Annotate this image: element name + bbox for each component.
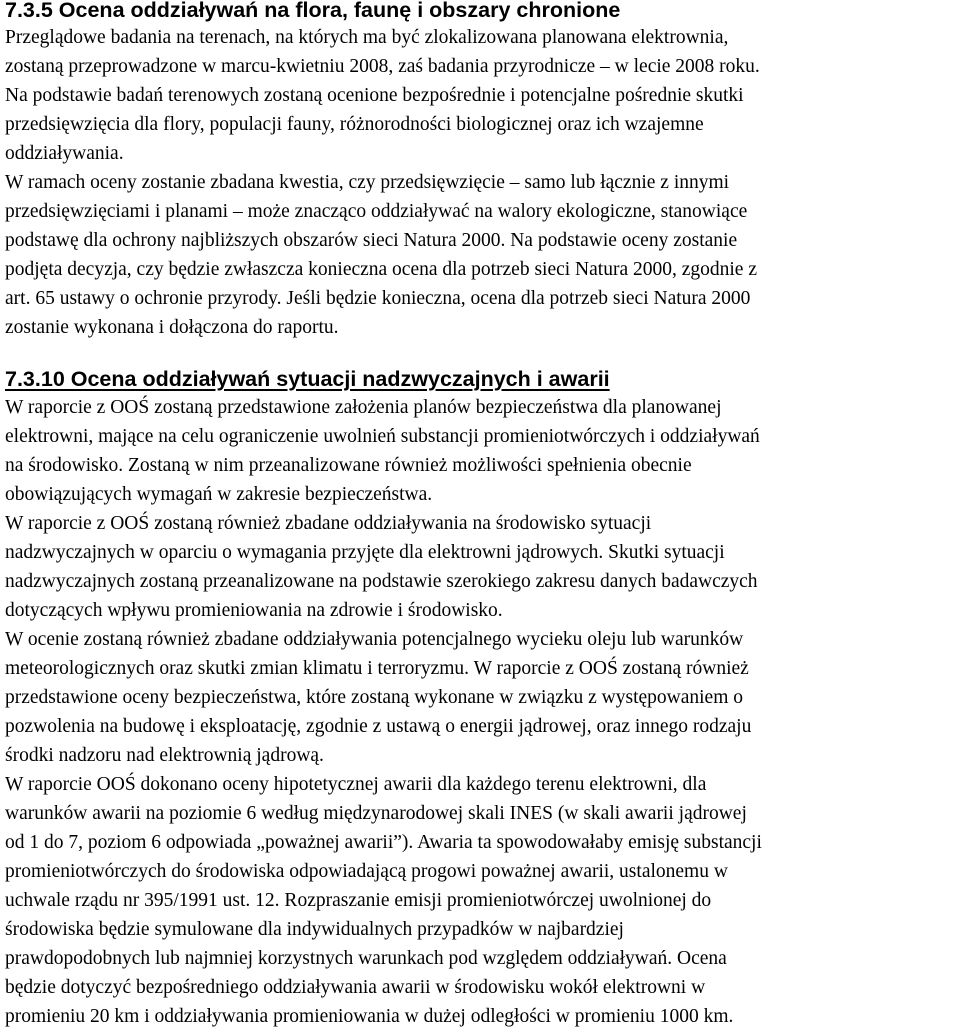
paragraph: W raporcie z OOŚ zostaną również zbadane oddziaływania na środowisko sytuacji nadzwyczajnych w oparciu o wymagania przyjęte dla elektrowni jądrowych. Skutki sytuacji nadzwyczajnych zostaną przeanalizowane na podstawie szerokiego zakresu danych badawczych dotyczących wpływu promieniowania na zdrowie i środowisko. xyxy=(5,513,758,621)
paragraph: W raporcie z OOŚ zostaną przedstawione założenia planów bezpieczeństwa dla planowanej elektrowni, mające na celu ograniczenie uwolnień substancji promieniotwórczych i oddziaływań na środowisko. Zostaną w nim przeanalizowane również możliwości spełnienia obecnie obowiązujących wymagań w zakresie bezpieczeństwa. xyxy=(5,397,760,505)
section-heading-flora-fauna: 7.3.5 Ocena oddziaływań na flora, faunę i obszary chronione xyxy=(5,0,621,22)
paragraph: W ocenie zostaną również zbadane oddziaływania potencjalnego wycieku oleju lub warunków meteorologicznych oraz skutki zmian klimatu i terroryzmu. W raporcie z OOŚ zostaną również przedstawione oceny bezpieczeństwa, które zostaną wykonane w związku z występowaniem o pozwolenia na budowę i eksploatację, zgodnie z ustawą o energii jądrowej, oraz innego rodzaju środki nadzoru nad elektrownią jądrową. xyxy=(5,629,752,766)
paragraph: W raporcie OOŚ dokonano oceny hipotetycznej awarii dla każdego terenu elektrowni, dla warunków awarii na poziomie 6 według międzynarodowej skali INES (w skali awarii jądrowej od 1 do 7, poziom 6 odpowiada „poważnej awarii”). Awaria ta spowodowałaby emisję substancji promieniotwórczych do środowiska odpowiadającą progowi poważnej awarii, ustalonemu w uchwale rządu nr 395/1991 ust. 12. Rozpraszanie emisji promieniotwórczej uwolnionej do środowiska będzie symulowane dla indywidualnych przypadków w najbardziej prawdopodobnych lub najmniej korzystnych warunkach pod względem oddziaływań. Ocena będzie dotyczyć bezpośredniego oddziaływania awarii w środowisku wokół elektrowni w promieniu 20 km i oddziaływania promieniowania w dużej odległości w promieniu 1000 km. xyxy=(5,774,762,1027)
paragraph: Przeglądowe badania na terenach, na których ma być zlokalizowana planowana elektrownia, zostaną przeprowadzone w marcu-kwietniu 2008, zaś badania przyrodnicze – w lecie 2008 roku. Na podstawie badań terenowych zostaną ocenione bezpośrednie i potencjalne pośrednie skutki przedsięwzięcia dla flory, populacji fauny, różnorodności biologicznej oraz ich wzajemne oddziaływania. xyxy=(5,27,760,164)
section-heading-emergency-accidents: 7.3.10 Ocena oddziaływań sytuacji nadzwyczajnych i awarii xyxy=(5,367,610,391)
paragraph: W ramach oceny zostanie zbadana kwestia, czy przedsięwzięcie – samo lub łącznie z innymi przedsięwzięciami i planami – może znacząco oddziaływać na walory ekologiczne, stanowiące podstawę dla ochrony najbliższych obszarów sieci Natura 2000. Na podstawie oceny zostanie podjęta decyzja, czy będzie zwłaszcza konieczna ocena dla potrzeb sieci Natura 2000, zgodnie z art. 65 ustawy o ochronie przyrody. Jeśli będzie konieczna, ocena dla potrzeb sieci Natura 2000 zostanie wykonana i dołączona do raportu. xyxy=(5,172,757,338)
